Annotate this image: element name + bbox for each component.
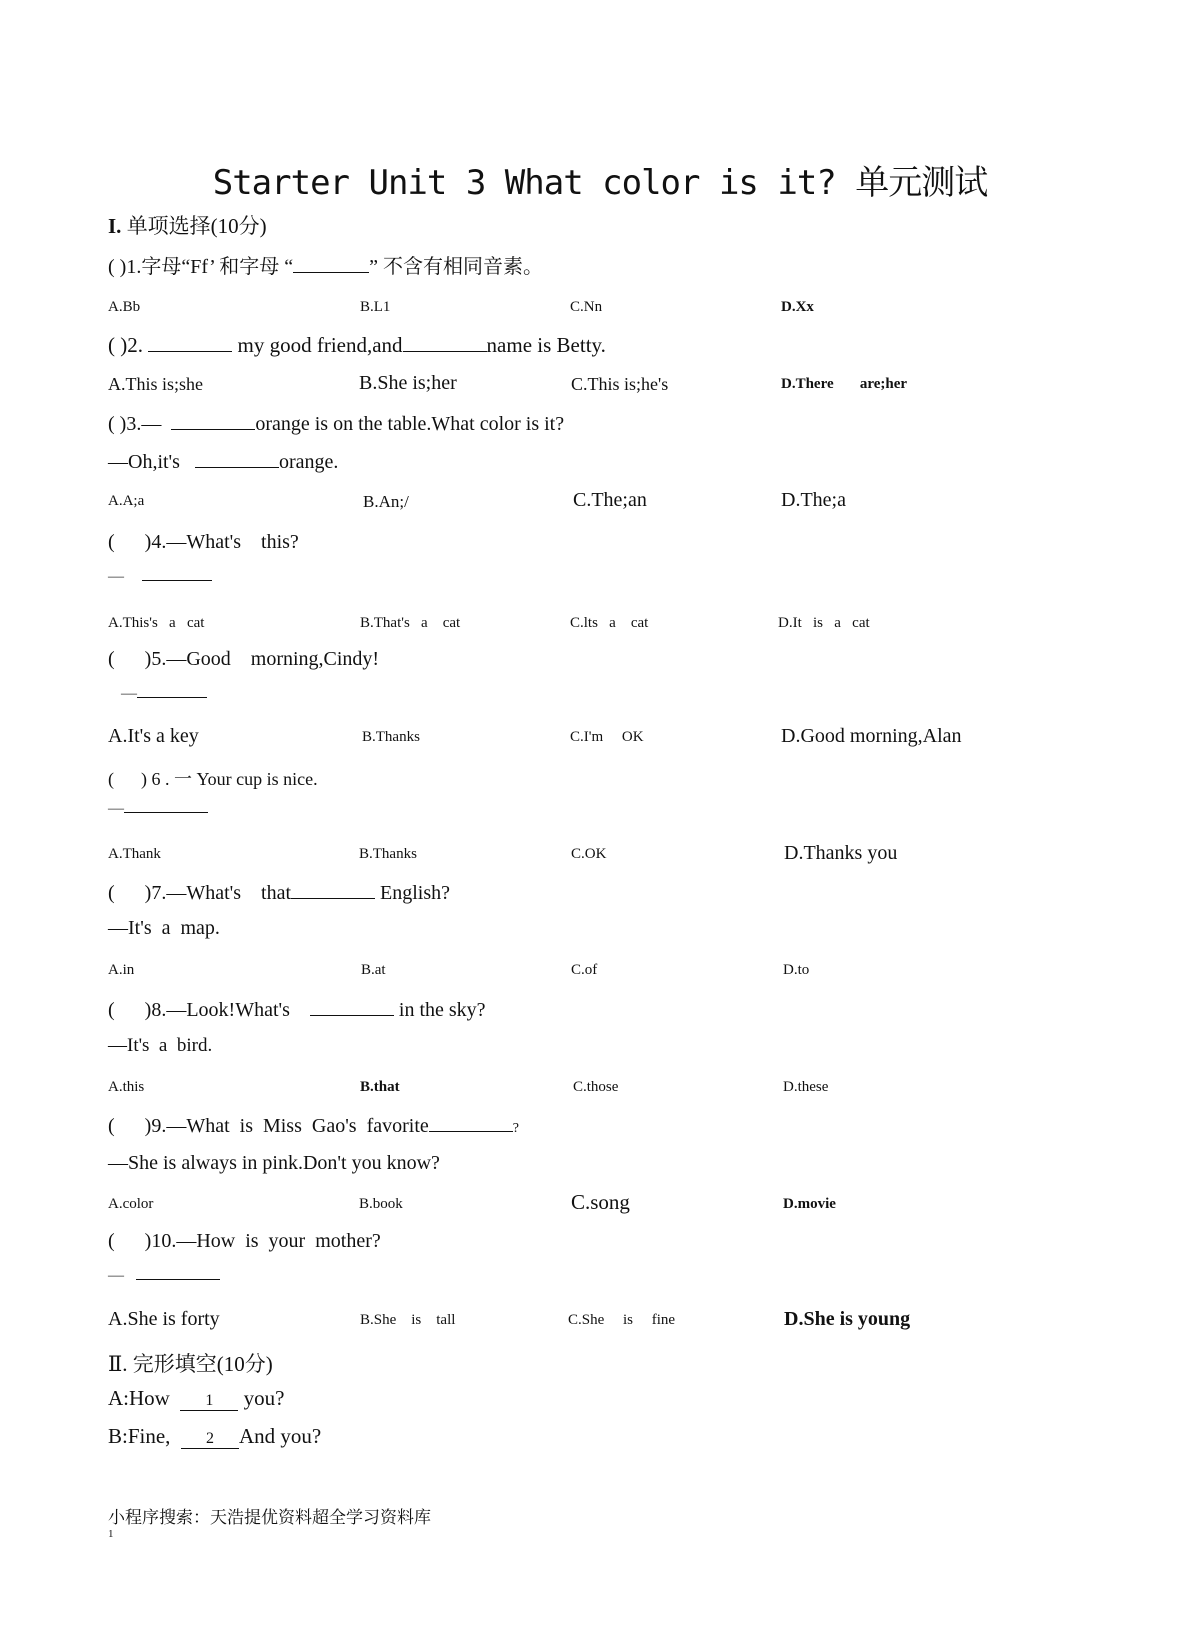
question-5-response [121, 685, 207, 703]
answer-blank [293, 254, 369, 273]
question-7-response: —It's a map. [108, 917, 220, 939]
option-c: C.lts a cat [570, 615, 649, 631]
response-dash: — [121, 685, 137, 702]
cloze-line-1 [108, 1386, 284, 1411]
answer-blank [291, 880, 375, 899]
question-2-options [108, 372, 1108, 402]
option-c: C.those [573, 1079, 619, 1095]
answer-blank [195, 449, 279, 468]
response-dash: — [108, 800, 124, 817]
question-10-options [108, 1308, 1108, 1338]
question-8-stem-end: in the sky? [398, 999, 486, 1021]
question-6-response [108, 800, 208, 818]
option-a: A.This is;she [108, 374, 204, 394]
option-d: D.There are;her [781, 376, 908, 392]
question-8-response: —It's a bird. [108, 1035, 213, 1056]
option-a: A.Bb [108, 299, 141, 315]
option-a: A.A;a [108, 493, 145, 509]
question-7 [108, 880, 450, 905]
option-a: A.This's a cat [108, 615, 205, 631]
question-7-stem: ( )7.—What's that [108, 882, 292, 904]
question-6: ( ) 6 . 一 Your cup is nice. [108, 769, 318, 789]
question-3-stem: ( )3.— [108, 413, 162, 435]
option-a: A.Thank [108, 846, 161, 862]
section-1-heading [108, 210, 267, 240]
option-d: D.these [783, 1079, 829, 1095]
question-8 [108, 997, 486, 1022]
question-8-stem: ( )8.—Look!What's [108, 999, 290, 1021]
option-a: A.She is forty [108, 1308, 220, 1330]
option-b: B.Thanks [362, 729, 420, 745]
option-b: B.that [360, 1079, 400, 1095]
answer-blank [310, 997, 394, 1016]
question-1-stem-end: ” 不含有相同音素。 [369, 256, 544, 278]
option-b: B.Thanks [359, 846, 417, 862]
response-dash: — [108, 568, 124, 585]
section-2-heading: Ⅱ. 完形填空(10分) [108, 1352, 273, 1376]
option-c: C.song [571, 1190, 630, 1214]
section-1-number: I. [108, 214, 122, 238]
option-b: B.An;/ [363, 492, 409, 511]
question-10: ( )10.—How is your mother? [108, 1230, 381, 1252]
cloze-line-2 [108, 1424, 321, 1449]
question-3-response [108, 449, 338, 474]
section-1-label: 单项选择(10分) [126, 214, 267, 238]
question-3-response-end: orange. [278, 451, 339, 473]
option-c: C.The;an [573, 489, 647, 511]
question-1-stem: ( )1.字母“Ff’ 和字母 “ [108, 256, 294, 278]
option-d: D.movie [783, 1196, 836, 1212]
option-a: A.color [108, 1196, 154, 1212]
page-title: Starter Unit 3 What color is it? 单元测试 [212, 163, 988, 203]
option-d: D.to [783, 962, 810, 978]
option-c: C.This is;he's [571, 374, 669, 394]
cloze-line-2-start: B:Fine, [108, 1424, 171, 1448]
answer-blank [124, 800, 208, 813]
option-c: C.She is fine [568, 1312, 676, 1328]
question-3-options [108, 489, 1108, 519]
question-4: ( )4.—What's this? [108, 531, 299, 553]
option-c: C.of [571, 962, 598, 978]
question-10-response [108, 1267, 220, 1285]
option-a: A.in [108, 962, 135, 978]
option-a: A.It's a key [108, 725, 199, 747]
cloze-line-1-start: A:How [108, 1386, 170, 1410]
footer-note: 小程序搜索：天浩提优资料超全学习资料库 [108, 1508, 431, 1528]
option-d: D.It is a cat [778, 615, 870, 631]
option-d: D.Good morning,Alan [781, 725, 962, 747]
question-7-stem-end: English? [380, 882, 451, 904]
question-3 [108, 411, 564, 436]
question-2-stem-end: name is Betty. [486, 333, 606, 357]
page-number: 1 [108, 1528, 114, 1540]
option-b: B.That's a cat [360, 615, 461, 631]
cloze-line-1-end: you? [243, 1386, 285, 1410]
question-9-response: —She is always in pink.Don't you know? [108, 1152, 440, 1174]
cloze-blank-2: 2 [181, 1430, 239, 1449]
option-a: A.this [108, 1079, 145, 1095]
question-7-options [108, 962, 1108, 988]
answer-blank [142, 568, 212, 581]
option-d: D.Xx [781, 299, 814, 315]
question-4-response [108, 568, 212, 586]
option-b: B.book [359, 1196, 403, 1212]
question-5: ( )5.—Good morning,Cindy! [108, 648, 380, 670]
question-2 [108, 333, 606, 358]
question-9-options [108, 1190, 1108, 1222]
cloze-blank-1: 1 [180, 1392, 238, 1411]
option-c: C.I'm OK [570, 729, 644, 745]
answer-blank [148, 333, 232, 352]
option-c: C.Nn [570, 299, 603, 315]
option-b: B.L1 [360, 299, 391, 315]
answer-blank [403, 333, 487, 352]
question-3-response-start: —Oh,it's [108, 451, 180, 473]
question-2-stem-mid: my good friend,and [237, 333, 403, 357]
question-1-options [108, 299, 1108, 325]
option-b: B.at [361, 962, 386, 978]
option-d: D.The;a [781, 489, 846, 511]
option-d: D.She is young [784, 1308, 911, 1330]
answer-blank [137, 685, 207, 698]
question-6-options [108, 842, 1108, 872]
response-dash: — [108, 1267, 124, 1284]
question-9-stem: ( )9.—What is Miss Gao's favorite [108, 1115, 429, 1137]
cloze-line-2-end: And you? [238, 1424, 322, 1448]
option-d: D.Thanks you [784, 842, 898, 864]
question-5-options [108, 725, 1108, 755]
question-3-stem-end: orange is on the table.What color is it? [255, 413, 565, 435]
question-4-options [108, 615, 1108, 641]
option-b: B.She is tall [360, 1312, 456, 1328]
answer-blank [171, 411, 255, 430]
question-9-stem-end: ? [512, 1121, 519, 1136]
option-c: C.OK [571, 846, 607, 862]
question-2-stem: ( )2. [108, 333, 143, 357]
option-b: B.She is;her [359, 372, 457, 394]
question-8-options [108, 1079, 1108, 1105]
answer-blank [429, 1113, 513, 1132]
question-9 [108, 1113, 519, 1138]
answer-blank [136, 1267, 220, 1280]
question-1 [108, 250, 543, 279]
